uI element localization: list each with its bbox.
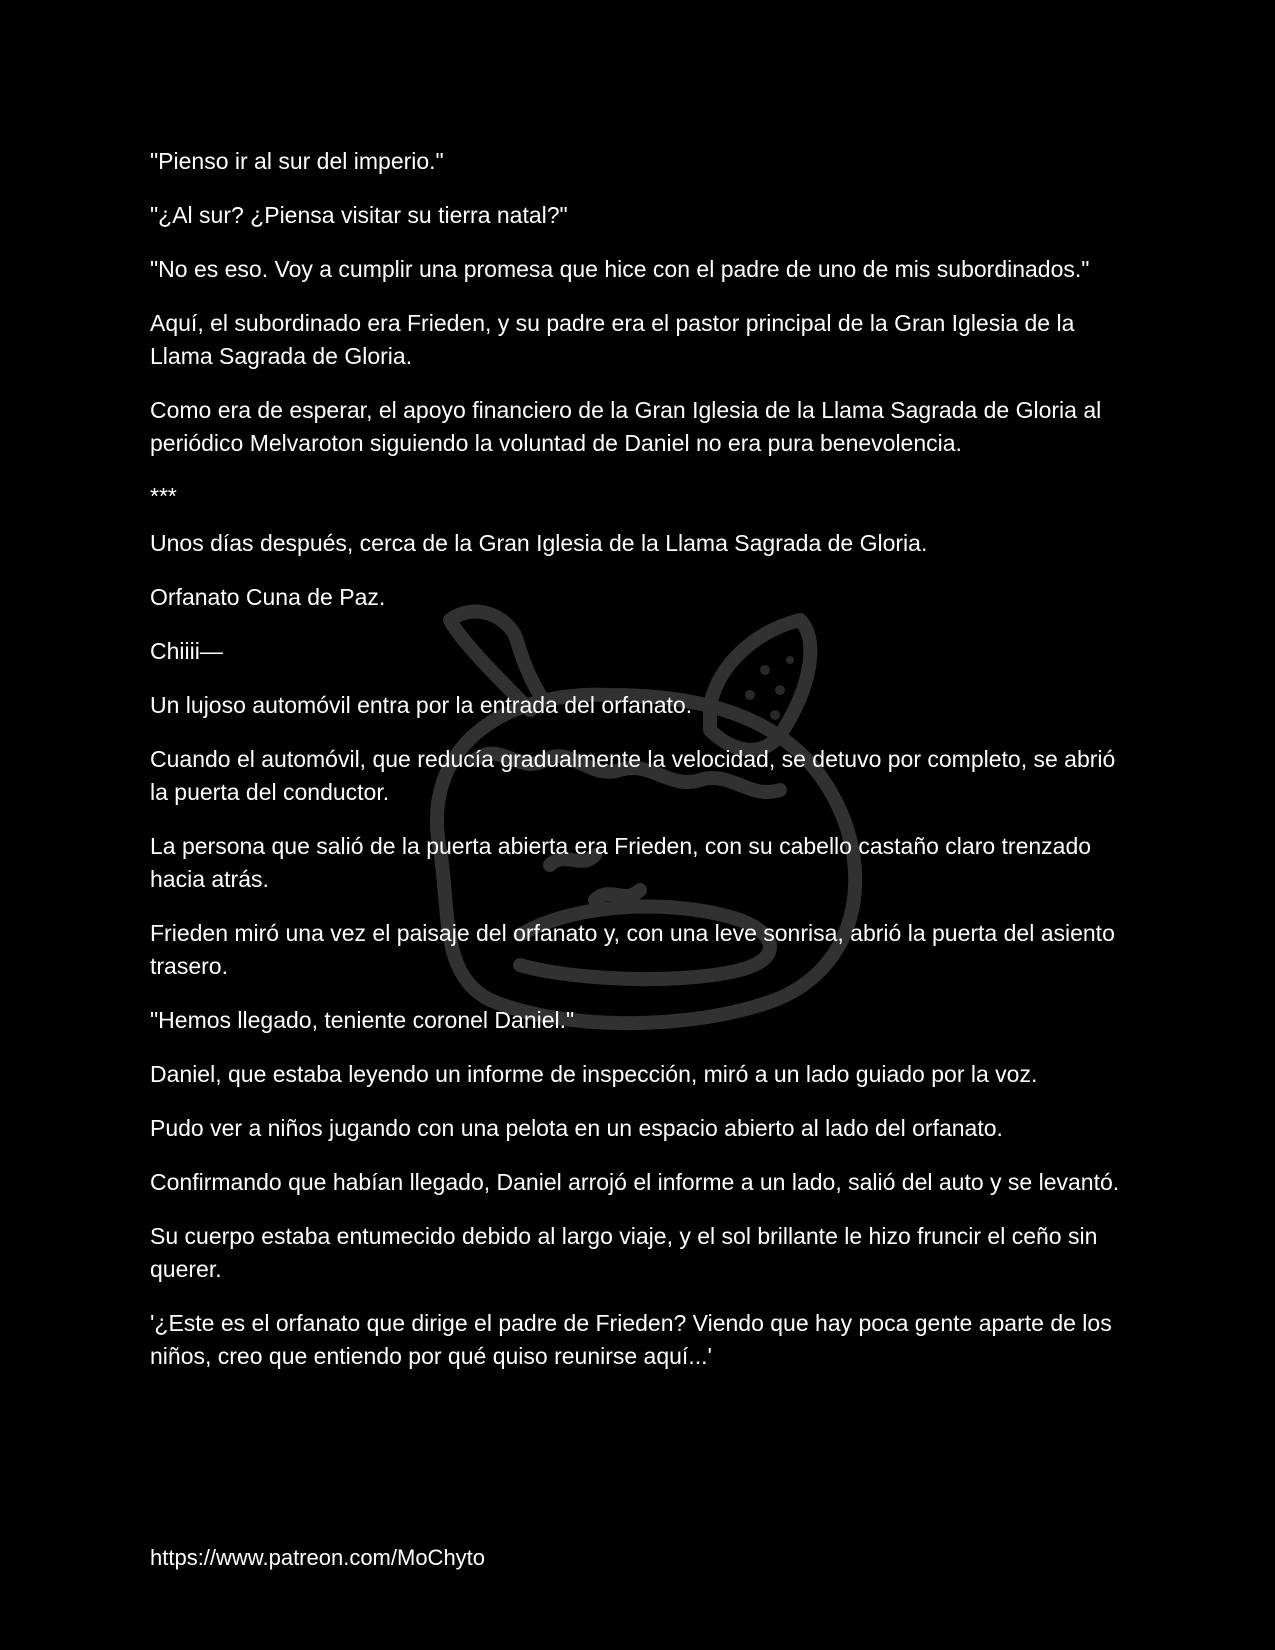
paragraph: Confirmando que habían llegado, Daniel arrojó el informe a un lado, salió del auto y se levantó. [150, 1169, 1120, 1195]
paragraph: Daniel, que estaba leyendo un informe de inspección, miró a un lado guiado por la voz. [150, 1061, 1038, 1087]
paragraph: "Hemos llegado, teniente coronel Daniel." [150, 1007, 575, 1033]
paragraph: Aquí, el subordinado era Frieden, y su padre era el pastor principal de la Gran Iglesia de la Llama Sagrada de Gloria. [150, 310, 1075, 369]
paragraph: Orfanato Cuna de Paz. [150, 584, 386, 610]
paragraph: Como era de esperar, el apoyo financiero de la Gran Iglesia de la Llama Sagrada de Gloria al periódico Melvaroton siguiendo la voluntad de Daniel no era pura benevolencia. [150, 397, 1102, 456]
paragraph: Unos días después, cerca de la Gran Iglesia de la Llama Sagrada de Gloria. [150, 530, 928, 556]
paragraph: Cuando el automóvil, que reducía gradualmente la velocidad, se detuvo por completo, se abrió la puerta del conductor. [150, 746, 1116, 805]
paragraph: "No es eso. Voy a cumplir una promesa que hice con el padre de uno de mis subordinados." [150, 256, 1090, 282]
scene-separator: *** [150, 483, 177, 509]
paragraph: Pudo ver a niños jugando con una pelota en un espacio abierto al lado del orfanato. [150, 1115, 1003, 1141]
paragraph: Frieden miró una vez el paisaje del orfanato y, con una leve sonrisa, abrió la puerta del asiento trasero. [150, 920, 1115, 979]
paragraph: '¿Este es el orfanato que dirige el padre de Frieden? Viendo que hay poca gente aparte de los niños, creo que entiendo por qué quiso reunirse aquí...' [150, 1310, 1112, 1369]
story-text [150, 145, 1130, 1394]
paragraph: "Pienso ir al sur del imperio." [150, 148, 444, 174]
paragraph: Un lujoso automóvil entra por la entrada del orfanato. [150, 692, 693, 718]
paragraph: Su cuerpo estaba entumecido debido al largo viaje, y el sol brillante le hizo fruncir el ceño sin querer. [150, 1223, 1098, 1282]
paragraph: "¿Al sur? ¿Piensa visitar su tierra natal?" [150, 202, 568, 228]
paragraph: Chiiii— [150, 638, 223, 664]
patreon-link[interactable]: https://www.patreon.com/MoChyto [150, 1545, 486, 1570]
paragraph: La persona que salió de la puerta abierta era Frieden, con su cabello castaño claro trenzado hacia atrás. [150, 833, 1092, 892]
